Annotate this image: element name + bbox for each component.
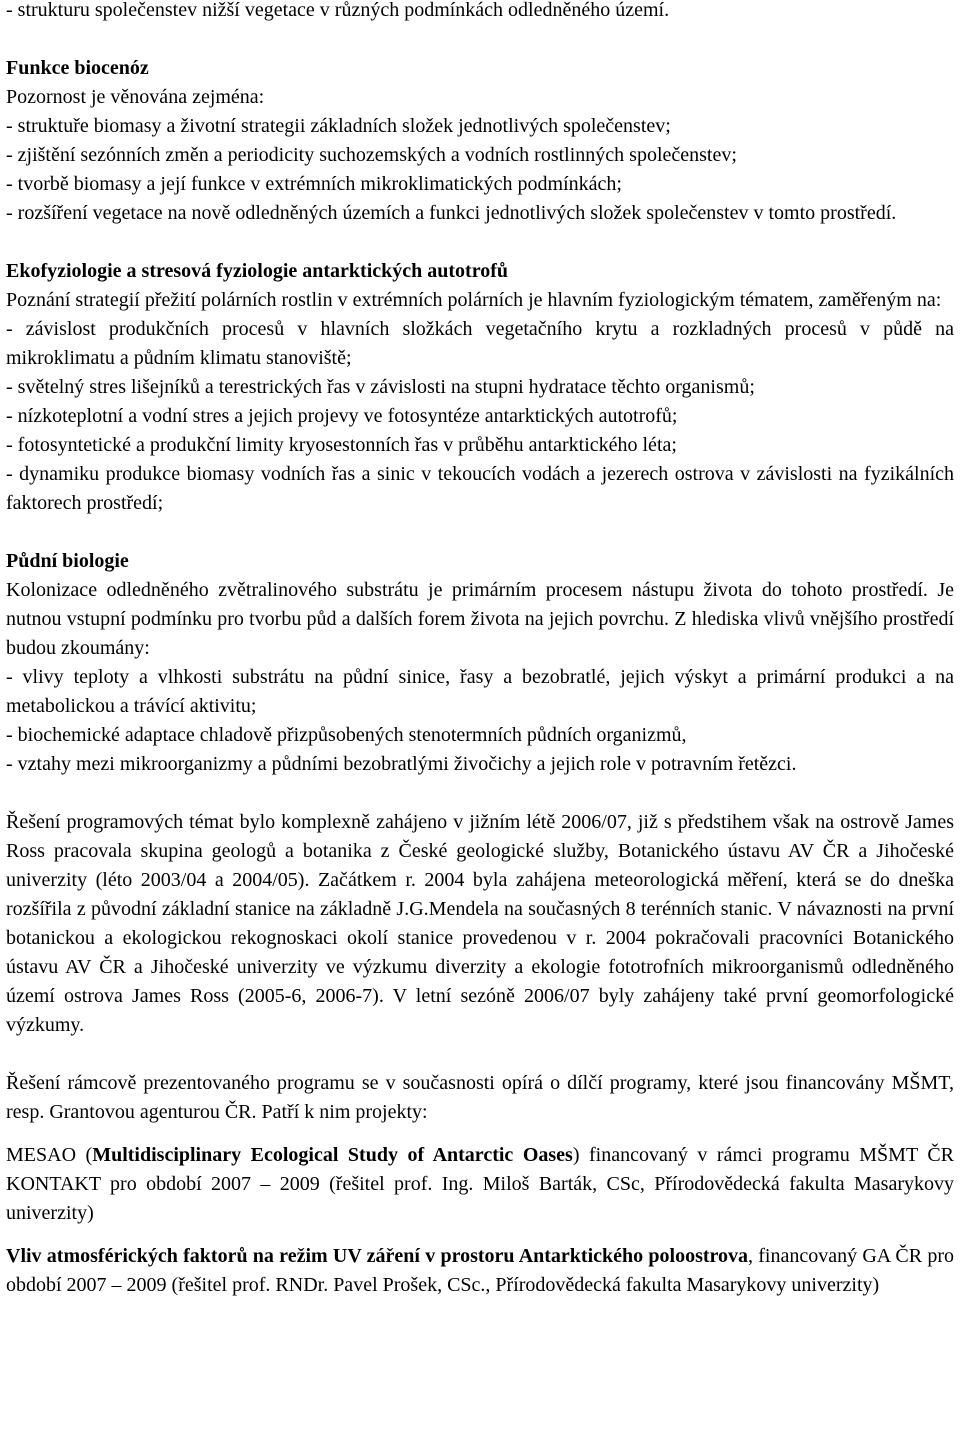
project-details: ) financovaný v rámci programu MŠMT ČR KONTAKT pro období 2007 – 2009 (řešitel prof. Ing. Miloš Barták, CSc, Přírodovědecká fakulta Masarykovy univerzity) [6, 1144, 955, 1224]
project-mesao [6, 1141, 954, 1228]
project-title: Vliv atmosférických faktorů na režim UV záření v prostoru Antarktického poloostrova [6, 1245, 749, 1267]
ecophysiology-section [6, 257, 954, 518]
ecophysiology-lead: Poznání strategií přežití polárních rostlin v extrémních polárních je hlavním fyziologickým tématem, zaměřeným na: [6, 289, 942, 311]
biocenoses-section [6, 54, 954, 228]
soil-biology-section [6, 547, 954, 779]
document-page [6, 0, 954, 1300]
project-title: Multidisciplinary Ecological Study of Antarctic Oases [92, 1144, 573, 1166]
project-uv-radiation [6, 1242, 954, 1300]
list-item: - zjištění sezónních změn a periodicity suchozemských a vodních rostlinných společenstev; [6, 144, 737, 166]
funding-paragraph: Řešení rámcově prezentovaného programu se v současnosti opírá o dílčí programy, které jsou financovány MŠMT, resp. Grantovou agenturou ČR. Patří k nim projekty: [6, 1072, 954, 1123]
biocenoses-heading: Funkce biocenóz [6, 57, 149, 79]
ecophysiology-heading: Ekofyziologie a stresová fyziologie antarktických autotrofů [6, 260, 508, 282]
list-item: - tvorbě biomasy a její funkce v extrémních mikroklimatických podmínkách; [6, 173, 622, 195]
list-item: - fotosyntetické a produkční limity kryosestonních řas v průběhu antarktického léta; [6, 434, 677, 456]
list-item: - nízkoteplotní a vodní stres a jejich projevy ve fotosyntéze antarktických autotrofů; [6, 405, 678, 427]
soil-biology-heading: Půdní biologie [6, 550, 129, 572]
biocenoses-lead: Pozornost je věnována zejména: [6, 86, 265, 108]
project-prefix: MESAO ( [6, 1144, 93, 1166]
list-item: - rozšíření vegetace na nově odledněných územích a funkci jednotlivých složek společenstev v tomto prostředí. [6, 202, 897, 224]
list-item: - vztahy mezi mikroorganizmy a půdními bezobratlými živočichy a jejich role v potravním řetězci. [6, 753, 797, 775]
list-item: - závislost produkčních procesů v hlavních složkách vegetačního krytu a rozkladných procesů v půdě na mikroklimatu a půdním klimatu stanoviště; [6, 318, 954, 369]
list-item: - struktuře biomasy a životní strategii základních složek jednotlivých společenstev; [6, 115, 671, 137]
history-paragraph: Řešení programových témat bylo komplexně zahájeno v jižním létě 2006/07, již s předstihem však na ostrově James Ross pracovala skupina geologů a botanika z České geologické služby, Botanického ústavu AV ČR a Jihočeské univerzity (léto 2003/04 a 2004/05). Začátkem r. 2004 byla zahájena meteorologická měření, která se do dneška rozšířila z původní základní stanice na základně J.G.Mendela na současných 8 terénních stanic. V návaznosti na první botanickou a ekologickou rekognoskaci okolí stanice provedenou v r. 2004 pokračovali pracovníci Botanického ústavu AV ČR a Jihočeské univerzity ve výzkumu diverzity a ekologie fototrofních mikroorganismů odledněného území ostrova James Ross (2005-6, 2006-7). V letní sezóně 2006/07 byly zahájeny také první geomorfologické výzkumy. [6, 811, 954, 1036]
intro-line: - strukturu společenstev nižší vegetace v různých podmínkách odledněného území. [6, 0, 670, 21]
list-item: - světelný stres lišejníků a terestrických řas v závislosti na stupni hydratace těchto organismů; [6, 376, 755, 398]
list-item: - vlivy teploty a vlhkosti substrátu na půdní sinice, řasy a bezobratlé, jejich výskyt a primární produkci a na metabolickou a trávící aktivitu; [6, 666, 954, 717]
soil-biology-lead: Kolonizace odledněného zvětralinového substrátu je primárním procesem nástupu života do tohoto prostředí. Je nutnou vstupní podmínku pro tvorbu půd a dalších forem života na jejich povrchu. Z hlediska vlivů vnějšího prostředí budou zkoumány: [6, 579, 954, 659]
list-item: - biochemické adaptace chladově přizpůsobených stenotermních půdních organizmů, [6, 724, 687, 746]
list-item: - dynamiku produkce biomasy vodních řas a sinic v tekoucích vodách a jezerech ostrova v závislosti na fyzikálních faktorech prostředí; [6, 463, 954, 514]
project-details: , financovaný GA ČR pro období 2007 – 2009 (řešitel prof. RNDr. Pavel Prošek, CSc., Přírodovědecká fakulta Masarykovy univerzity) [6, 1245, 954, 1296]
